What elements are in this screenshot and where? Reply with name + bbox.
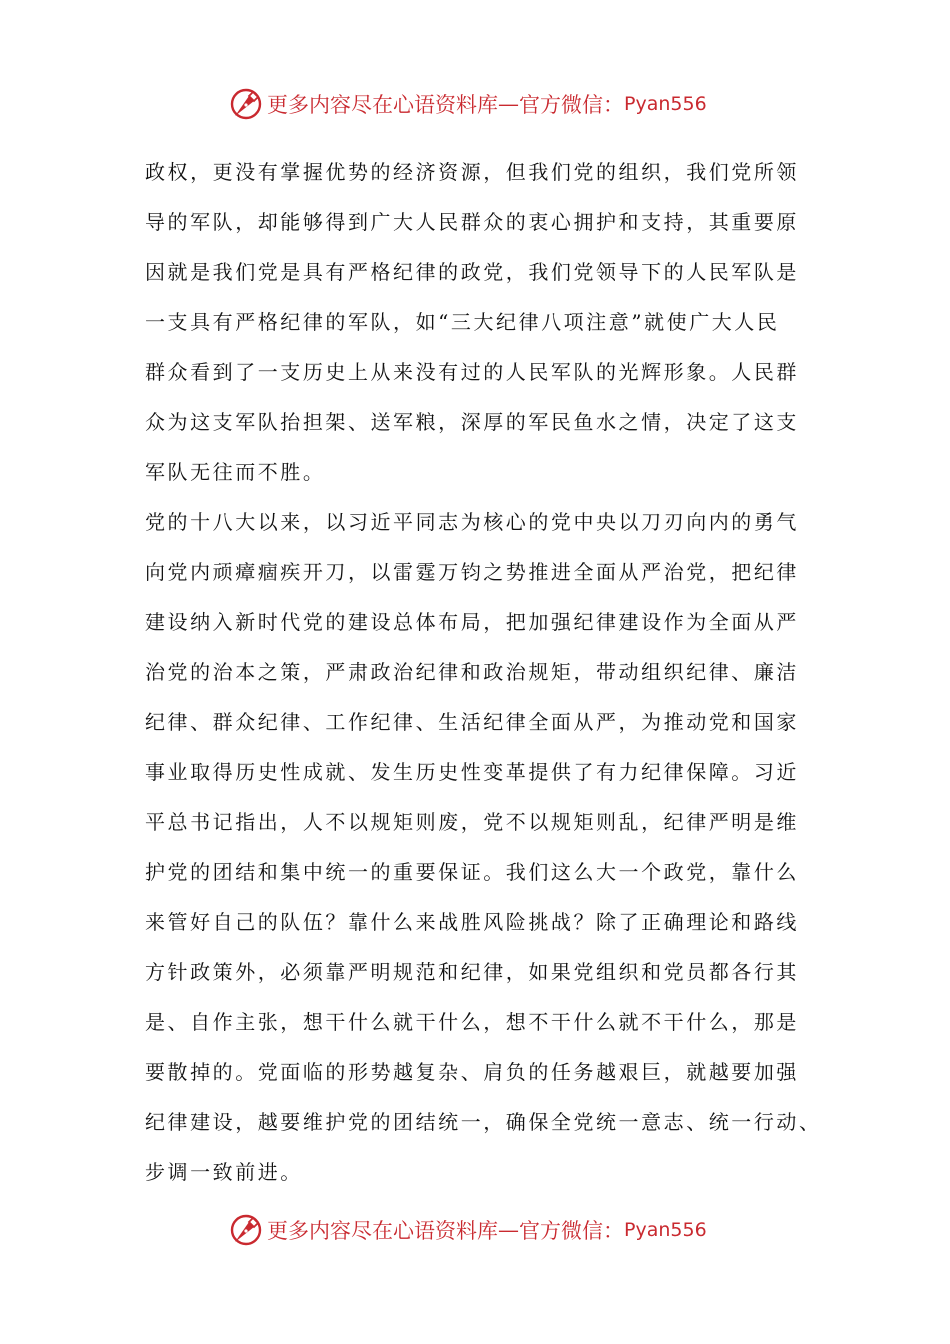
- watermark-site-text: 更多内容尽在心语资料库: [267, 93, 498, 117]
- text-line: 护党的团结和集中统一的重要保证。我们这么大一个政党，靠什么: [145, 860, 799, 884]
- text-line: 建设纳入新时代党的建设总体布局，把加强纪律建设作为全面从严: [145, 610, 799, 634]
- watermark-wechat-label: 官方微信：: [519, 93, 624, 117]
- text-line: 纪律建设，越要维护党的团结统一，确保全党统一意志、统一行动、: [145, 1110, 822, 1134]
- text-line: 因就是我们党是具有严格纪律的政党，我们党领导下的人民军队是: [145, 260, 799, 284]
- text-line: 平总书记指出，人不以规矩则废，党不以规矩则乱，纪律严明是维: [145, 810, 799, 834]
- text-line: 军队无往而不胜。: [145, 460, 326, 484]
- text-line: 党的十八大以来，以习近平同志为核心的党中央以刀刃向内的勇气: [145, 510, 799, 534]
- text-line: 一支具有严格纪律的军队，如“三大纪律八项注意”就使广大人民: [145, 310, 780, 334]
- text-line: 纪律、群众纪律、工作纪律、生活纪律全面从严，为推动党和国家: [145, 710, 799, 734]
- watermark-dash: —: [498, 92, 519, 116]
- watermark-account: Pyan556: [624, 1219, 707, 1241]
- pen-nib-logo-icon: [229, 1213, 263, 1247]
- text-line: 是、自作主张，想干什么就干什么，想不干什么就不干什么，那是: [145, 1010, 799, 1034]
- watermark-site-text: 更多内容尽在心语资料库: [267, 1219, 498, 1243]
- text-line: 步调一致前进。: [145, 1160, 303, 1184]
- pen-nib-logo-icon: [229, 87, 263, 121]
- document-body: [145, 147, 825, 1197]
- text-line: 来管好自己的队伍？靠什么来战胜风险挑战？除了正确理论和路线: [145, 910, 799, 934]
- header-watermark: [229, 86, 707, 122]
- text-line: 众为这支军队抬担架、送军粮，深厚的军民鱼水之情，决定了这支: [145, 410, 799, 434]
- text-line: 方针政策外，必须靠严明规范和纪律，如果党组织和党员都各行其: [145, 960, 799, 984]
- text-line: 事业取得历史性成就、发生历史性变革提供了有力纪律保障。习近: [145, 760, 799, 784]
- text-line: 向党内顽瘴痼疾开刀，以雷霆万钧之势推进全面从严治党，把纪律: [145, 560, 799, 584]
- text-line: 要散掉的。党面临的形势越复杂、肩负的任务越艰巨，就越要加强: [145, 1060, 799, 1084]
- text-line: 治党的治本之策，严肃政治纪律和政治规矩，带动组织纪律、廉洁: [145, 660, 799, 684]
- text-line: 导的军队，却能够得到广大人民群众的衷心拥护和支持，其重要原: [145, 210, 799, 234]
- footer-watermark: [229, 1212, 707, 1248]
- text-line: 群众看到了一支历史上从来没有过的人民军队的光辉形象。人民群: [145, 360, 799, 384]
- text-line: 政权，更没有掌握优势的经济资源，但我们党的组织，我们党所领: [145, 160, 799, 184]
- watermark-wechat-label: 官方微信：: [519, 1219, 624, 1243]
- watermark-account: Pyan556: [624, 93, 707, 115]
- watermark-dash: —: [498, 1218, 519, 1242]
